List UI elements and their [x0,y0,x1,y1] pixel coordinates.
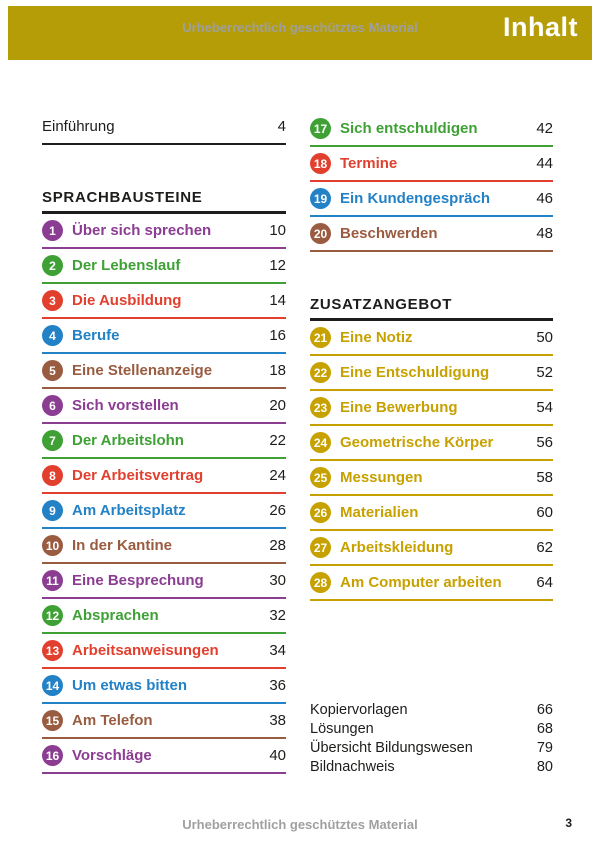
item-label: Materialien [340,504,419,521]
item-number-badge: 16 [42,745,63,766]
item-page-number: 56 [536,434,553,451]
item-label: Die Ausbildung [72,292,182,309]
appendix-page-number: 79 [536,740,553,756]
toc-item [42,599,286,634]
item-page-number: 34 [269,642,286,659]
item-label: Der Arbeitslohn [72,432,184,449]
toc-item [310,426,553,461]
item-page-number: 30 [269,572,286,589]
toc-item [42,354,286,389]
toc-column-right [310,112,553,777]
item-page-number: 24 [269,467,286,484]
item-label: Eine Bewerbung [340,399,458,416]
item-number-badge: 22 [310,362,331,383]
appendix-row [310,701,553,720]
copyright-notice-top: Urheberrechtlich geschütztes Material [182,20,418,35]
item-number-badge: 7 [42,430,63,451]
appendix-page-number: 80 [536,759,553,775]
item-label: Eine Stellenanzeige [72,362,213,379]
item-page-number: 26 [269,502,286,519]
section-heading-zusatzangebot: ZUSATZANGEBOT [310,296,553,321]
item-label: Sich vorstellen [72,397,179,414]
toc-item [42,424,286,459]
item-page-number: 52 [536,364,553,381]
toc-item [42,564,286,599]
item-number-badge: 6 [42,395,63,416]
toc-item [42,319,286,354]
toc-item [310,147,553,182]
item-page-number: 36 [269,677,286,694]
item-label: Sich entschuldigen [340,120,478,137]
section-heading-sprachbausteine: SPRACHBAUSTEINE [42,189,286,214]
item-label: Der Arbeitsvertrag [72,467,204,484]
intro-label: Einführung [42,118,115,135]
item-page-number: 44 [536,155,553,172]
item-number-badge: 15 [42,710,63,731]
appendix-label: Übersicht Bildungswesen [310,740,473,756]
toc-item [310,531,553,566]
item-label: Um etwas bitten [72,677,188,694]
toc-column-left [42,112,286,774]
toc-list-sprachbausteine [42,214,286,774]
item-number-badge: 9 [42,500,63,521]
toc-intro-row [42,112,286,145]
item-label: In der Kantine [72,537,173,554]
toc-item [310,566,553,601]
folio-page-number: 3 [565,816,572,830]
toc-item [42,249,286,284]
item-page-number: 50 [536,329,553,346]
item-label: Am Telefon [72,712,153,729]
item-number-badge: 2 [42,255,63,276]
item-page-number: 28 [269,537,286,554]
item-page-number: 18 [269,362,286,379]
item-label: Termine [340,155,398,172]
item-number-badge: 4 [42,325,63,346]
item-page-number: 60 [536,504,553,521]
item-number-badge: 18 [310,153,331,174]
item-label: Arbeitskleidung [340,539,454,556]
item-number-badge: 8 [42,465,63,486]
item-number-badge: 10 [42,535,63,556]
item-number-badge: 3 [42,290,63,311]
item-number-badge: 26 [310,502,331,523]
toc-item [310,182,553,217]
intro-page-number: 4 [277,118,286,135]
item-page-number: 64 [536,574,553,591]
item-label: Am Arbeitsplatz [72,502,186,519]
item-label: Berufe [72,327,120,344]
item-label: Vorschläge [72,747,152,764]
item-number-badge: 5 [42,360,63,381]
item-number-badge: 19 [310,188,331,209]
item-label: Über sich sprechen [72,222,212,239]
toc-item [42,669,286,704]
appendix-label: Lösungen [310,721,374,737]
item-number-badge: 23 [310,397,331,418]
page-title: Inhalt [503,12,578,42]
appendix-row [310,758,553,777]
item-number-badge: 27 [310,537,331,558]
item-page-number: 62 [536,539,553,556]
item-number-badge: 12 [42,605,63,626]
toc-item [42,634,286,669]
item-number-badge: 21 [310,327,331,348]
item-number-badge: 28 [310,572,331,593]
item-page-number: 40 [269,747,286,764]
appendix-page-number: 66 [536,702,553,718]
toc-item [42,529,286,564]
appendix-row [310,720,553,739]
item-label: Eine Notiz [340,329,413,346]
item-label: Eine Besprechung [72,572,204,589]
item-number-badge: 1 [42,220,63,241]
item-number-badge: 24 [310,432,331,453]
toc-item [42,284,286,319]
item-number-badge: 25 [310,467,331,488]
item-page-number: 48 [536,225,553,242]
item-page-number: 42 [536,120,553,137]
toc-item [42,214,286,249]
toc-item [310,112,553,147]
appendix-label: Bildnachweis [310,759,395,775]
item-page-number: 20 [269,397,286,414]
item-label: Am Computer arbeiten [340,574,502,591]
toc-item [310,321,553,356]
item-page-number: 46 [536,190,553,207]
appendix-list [310,701,553,777]
item-label: Messungen [340,469,423,486]
item-label: Eine Entschuldigung [340,364,490,381]
item-page-number: 38 [269,712,286,729]
toc-item [42,704,286,739]
appendix-row [310,739,553,758]
item-label: Ein Kundengespräch [340,190,491,207]
item-number-badge: 14 [42,675,63,696]
toc-item [42,459,286,494]
item-page-number: 10 [269,222,286,239]
toc-item [310,496,553,531]
item-page-number: 22 [269,432,286,449]
copyright-notice-bottom: Urheberrechtlich geschütztes Material [182,817,418,832]
toc-list-zusatzangebot [310,321,553,601]
item-page-number: 54 [536,399,553,416]
item-label: Beschwerden [340,225,438,242]
toc-item [42,494,286,529]
toc-list-sprachbausteine-continued [310,112,553,252]
toc-item [310,356,553,391]
toc-item [42,739,286,774]
item-page-number: 58 [536,469,553,486]
item-page-number: 14 [269,292,286,309]
item-label: Geometrische Körper [340,434,494,451]
item-label: Arbeitsanweisungen [72,642,219,659]
item-page-number: 16 [269,327,286,344]
item-number-badge: 11 [42,570,63,591]
toc-item [42,389,286,424]
item-number-badge: 17 [310,118,331,139]
appendix-label: Kopiervorlagen [310,702,408,718]
item-number-badge: 20 [310,223,331,244]
toc-item [310,461,553,496]
item-label: Absprachen [72,607,159,624]
appendix-page-number: 68 [536,721,553,737]
item-label: Der Lebenslauf [72,257,181,274]
item-page-number: 12 [269,257,286,274]
item-number-badge: 13 [42,640,63,661]
toc-item [310,217,553,252]
item-page-number: 32 [269,607,286,624]
toc-item [310,391,553,426]
